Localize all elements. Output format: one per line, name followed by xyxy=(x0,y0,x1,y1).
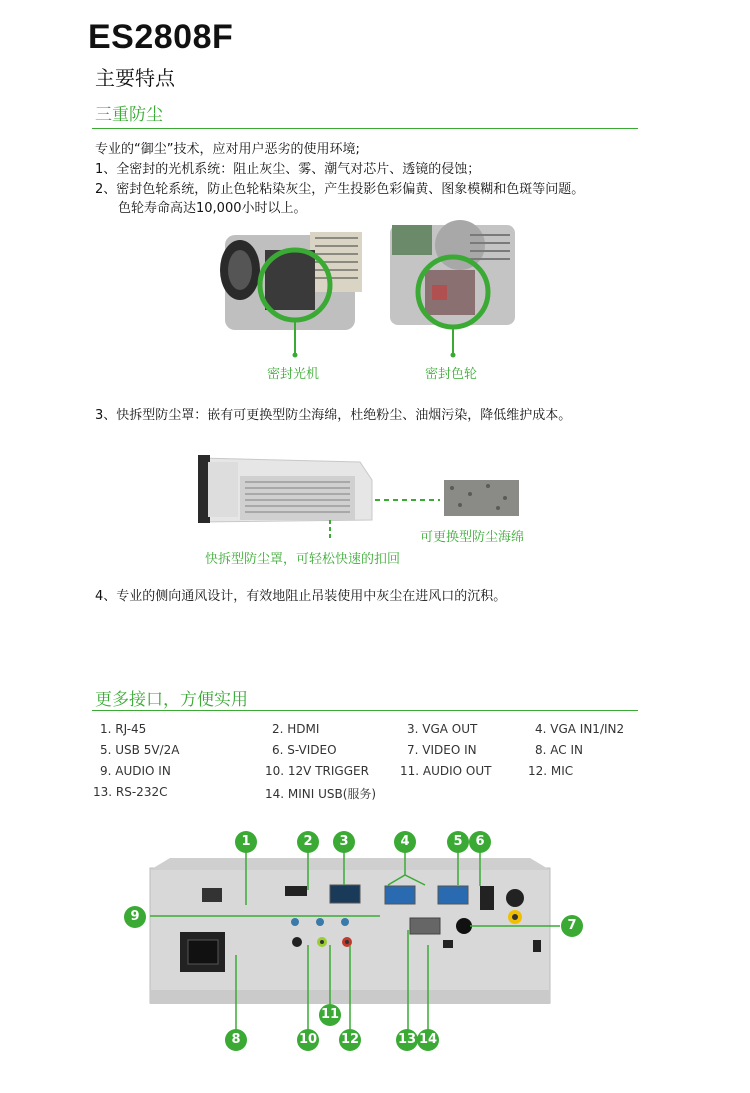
caption-sponge: 可更换型防尘海绵 xyxy=(420,530,525,545)
port-item: 13. RS-232C xyxy=(93,785,168,799)
port-item: 11. AUDIO OUT xyxy=(400,764,492,778)
section-title-ports: 更多接口，方便实用 xyxy=(95,690,248,710)
feature-item-1: 1、全密封的光机系统：阻止灰尘、雾、潮气对芯片、透镜的侵蚀； xyxy=(95,162,481,177)
caption-quick-cover: 快拆型防尘罩，可轻松快速的扣回 xyxy=(205,552,401,567)
port-item: 12. MIC xyxy=(528,764,574,778)
port-item: 2. HDMI xyxy=(272,722,320,736)
feature-item-4: 4、专业的侧向通风设计，有效地阻止吊装使用中灰尘在进风口的沉积。 xyxy=(95,589,507,604)
page-subtitle: 主要特点 xyxy=(95,66,175,90)
section-title-dustproof: 三重防尘 xyxy=(95,105,163,125)
port-item: 4. VGA IN1/IN2 xyxy=(535,722,625,736)
port-item: 10. 12V TRIGGER xyxy=(265,764,369,778)
port-item: 6. S-VIDEO xyxy=(272,743,337,757)
callout-badge-8: 8 xyxy=(225,1029,247,1051)
port-item: 7. VIDEO IN xyxy=(407,743,477,757)
feature-item-2-cont: 色轮寿命高达10,000小时以上。 xyxy=(118,201,307,216)
port-item: 9. AUDIO IN xyxy=(100,764,171,778)
feature-item-3: 3、快拆型防尘罩：嵌有可更换型防尘海绵，杜绝粉尘、油烟污染，降低维护成本。 xyxy=(95,408,572,423)
callout-badge-13: 13 xyxy=(396,1029,418,1051)
sealed-colorwheel-image xyxy=(390,220,515,358)
intro-text: 专业的“御尘”技术，应对用户恶劣的使用环境; xyxy=(95,142,360,157)
callout-badge-3: 3 xyxy=(333,831,355,853)
callout-badge-14: 14 xyxy=(417,1029,439,1051)
section-divider-2 xyxy=(92,710,638,711)
caption-sealed-colorwheel: 密封色轮 xyxy=(425,367,478,382)
port-item: 8. AC IN xyxy=(535,743,583,757)
callout-badge-6: 6 xyxy=(469,831,491,853)
callout-badge-10: 10 xyxy=(297,1029,319,1051)
callout-badge-12: 12 xyxy=(339,1029,361,1051)
port-item: 5. USB 5V/2A xyxy=(100,743,180,757)
callout-badge-7: 7 xyxy=(561,915,583,937)
caption-sealed-optics: 密封光机 xyxy=(267,367,320,382)
callout-badge-2: 2 xyxy=(297,831,319,853)
callout-badge-5: 5 xyxy=(447,831,469,853)
callout-badge-11: 11 xyxy=(319,1004,341,1026)
callout-badge-4: 4 xyxy=(394,831,416,853)
feature-item-2: 2、密封色轮系统，防止色轮粘染灰尘，产生投影色彩偏黄、图象模糊和色斑等问题。 xyxy=(95,182,585,197)
callout-badge-9: 9 xyxy=(124,906,146,928)
sealed-optics-image xyxy=(220,232,362,358)
port-item: 1. RJ-45 xyxy=(100,722,147,736)
callout-badge-1: 1 xyxy=(235,831,257,853)
model-title: ES2808F xyxy=(88,18,234,56)
port-item: 14. MINI USB(服务) xyxy=(265,787,377,801)
port-item: 3. VGA OUT xyxy=(407,722,478,736)
